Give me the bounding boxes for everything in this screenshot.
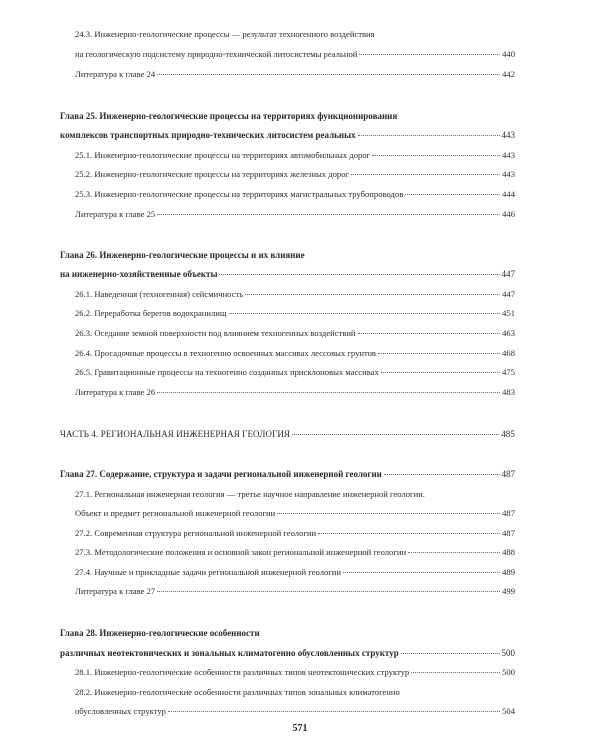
toc-entry-literature-24 bbox=[75, 68, 515, 80]
toc-entry-text: на инженерно-хозяйственные объекты bbox=[60, 269, 218, 279]
toc-entry-27-3 bbox=[75, 546, 515, 558]
toc-entry-text: 27.2. Современная структура региональной инженерной геологии bbox=[75, 528, 317, 538]
toc-entry-text: 26.4. Просадочные процессы в техногенно освоенных массивах лессовых грунтов bbox=[75, 348, 376, 358]
leader-dots bbox=[157, 590, 500, 592]
leader-dots bbox=[358, 134, 500, 136]
toc-page-number: 475 bbox=[502, 367, 515, 377]
toc-entry-text: 25.1. Инженерно-геологические процессы на территориях автомобильных дорог bbox=[75, 150, 371, 160]
toc-entry-24-3 bbox=[75, 28, 515, 40]
toc-entry-25-2 bbox=[75, 168, 515, 180]
leader-dots bbox=[157, 73, 500, 75]
toc-entry-27-1 bbox=[75, 488, 515, 500]
toc-entry-text: 28.2. Инженерно-геологические особенности различных типов зональных климатогенно bbox=[75, 687, 400, 697]
toc-entry-27-1-cont bbox=[75, 507, 515, 519]
toc-page-number: 447 bbox=[502, 289, 515, 299]
toc-entry-text: 24.3. Инженерно-геологические процессы — результат техногенного воздействия bbox=[75, 29, 375, 39]
leader-dots bbox=[401, 652, 500, 654]
toc-entry-literature-27 bbox=[75, 585, 515, 597]
toc-entry-28-1 bbox=[75, 666, 515, 678]
toc-entry-24-3-cont bbox=[75, 48, 515, 60]
leader-dots bbox=[157, 391, 500, 393]
leader-dots bbox=[245, 293, 500, 295]
toc-page-number: 443 bbox=[502, 150, 515, 160]
toc-entry-text: Глава 25. Инженерно-геологические процессы на территориях функционирования bbox=[60, 111, 398, 121]
toc-entry-text: Объект и предмет региональной инженерной геологии bbox=[75, 508, 276, 518]
toc-page-number: 500 bbox=[502, 667, 515, 677]
toc-entry-25-3 bbox=[75, 188, 515, 200]
toc-page-number: 504 bbox=[502, 706, 515, 716]
toc-entry-text: Литература к главе 27 bbox=[75, 586, 156, 596]
leader-dots bbox=[157, 213, 500, 215]
leader-dots bbox=[168, 710, 500, 712]
toc-entry-text: 25.2. Инженерно-геологические процессы на территориях железных дорог bbox=[75, 169, 350, 179]
toc-page-number: 447 bbox=[501, 269, 515, 279]
toc-page-number: 440 bbox=[502, 49, 515, 59]
leader-dots bbox=[343, 571, 500, 573]
leader-dots bbox=[384, 473, 500, 475]
toc-page-number: 483 bbox=[502, 387, 515, 397]
toc-entry-literature-25 bbox=[75, 208, 515, 220]
toc-entry-text: 27.1. Региональная инженерная геология — третье научное направление инженерной геологии. bbox=[75, 489, 425, 499]
toc-page-number: 487 bbox=[501, 469, 515, 479]
leader-dots bbox=[405, 193, 500, 195]
toc-entry-text: 26.1. Наведенная (техногенная) сейсмичность bbox=[75, 289, 244, 299]
toc-entry-26-2 bbox=[75, 307, 515, 319]
toc-entry-text: 26.2. Переработка берегов водохранилищ bbox=[75, 308, 227, 318]
toc-page-number: 442 bbox=[502, 69, 515, 79]
toc-entry-text: 27.4. Научные и прикладные задачи региональной инженерной геологии bbox=[75, 567, 342, 577]
toc-entry-28-2-cont bbox=[75, 705, 515, 717]
toc-entry-text: 26.3. Оседание земной поверхности под влиянием техногенных воздействий bbox=[75, 328, 356, 338]
toc-entry-text: различных неотектонических и зональных климатогенно обусловленных структур bbox=[60, 648, 399, 658]
toc-entry-27-2 bbox=[75, 527, 515, 539]
toc-entry-25-1 bbox=[75, 149, 515, 161]
leader-dots bbox=[378, 352, 500, 354]
toc-entry-text: 28.1. Инженерно-геологические особенности различных типов неотектонических структур bbox=[75, 667, 410, 677]
leader-dots bbox=[411, 671, 500, 673]
toc-entry-text: 27.3. Методологические положения и основной закон региональной инженерной геологии bbox=[75, 547, 407, 557]
leader-dots bbox=[277, 512, 500, 514]
leader-dots bbox=[381, 371, 500, 373]
toc-entry-text: 25.3. Инженерно-геологические процессы на территориях магистральных трубопроводов bbox=[75, 189, 404, 199]
toc-chapter-26-heading bbox=[60, 249, 515, 261]
toc-entry-text: комплексов транспортных природно-технических литосистем реальных bbox=[60, 130, 356, 140]
toc-chapter-25-heading-cont bbox=[60, 129, 515, 141]
toc-entry-text: Литература к главе 25 bbox=[75, 209, 156, 219]
toc-entry-26-5 bbox=[75, 366, 515, 378]
toc-entry-26-3 bbox=[75, 327, 515, 339]
toc-chapter-25-heading bbox=[60, 110, 515, 122]
toc-page-number: 485 bbox=[501, 429, 515, 439]
toc-entry-text: на геологическую подсистему природно-технической литосистемы реальной bbox=[75, 49, 358, 59]
toc-page-number: 468 bbox=[502, 348, 515, 358]
leader-dots bbox=[359, 53, 500, 55]
toc-chapter-28-heading bbox=[60, 627, 515, 639]
toc-entry-26-4 bbox=[75, 347, 515, 359]
toc-page-number: 499 bbox=[502, 586, 515, 596]
toc-page-number: 443 bbox=[502, 169, 515, 179]
toc-entry-literature-26 bbox=[75, 386, 515, 398]
leader-dots bbox=[292, 433, 499, 435]
toc-page-number: 444 bbox=[502, 189, 515, 199]
toc-entry-text: Глава 26. Инженерно-геологические процессы и их влияние bbox=[60, 250, 305, 260]
toc-page-number: 500 bbox=[501, 648, 515, 658]
toc-entry-text: Литература к главе 26 bbox=[75, 387, 156, 397]
leader-dots bbox=[408, 551, 500, 553]
leader-dots bbox=[219, 273, 499, 275]
toc-entry-text: Глава 27. Содержание, структура и задачи региональной инженерной геологии bbox=[60, 469, 382, 479]
toc-chapter-28-heading-cont bbox=[60, 647, 515, 659]
leader-dots bbox=[351, 173, 500, 175]
toc-chapter-27-heading bbox=[60, 468, 515, 480]
toc-page-number: 487 bbox=[502, 528, 515, 538]
toc-page-number: 446 bbox=[502, 209, 515, 219]
toc-page-number: 489 bbox=[502, 567, 515, 577]
toc-entry-text: обусловленных структур bbox=[75, 706, 166, 716]
toc-part-4-heading bbox=[60, 428, 515, 440]
toc-entry-text: ЧАСТЬ 4. РЕГИОНАЛЬНАЯ ИНЖЕНЕРНАЯ ГЕОЛОГИЯ bbox=[60, 429, 291, 439]
leader-dots bbox=[229, 312, 501, 314]
leader-dots bbox=[358, 332, 501, 334]
toc-chapter-26-heading-cont bbox=[60, 268, 515, 280]
toc-page-number: 487 bbox=[502, 508, 515, 518]
toc-page-number: 488 bbox=[502, 547, 515, 557]
toc-entry-26-1 bbox=[75, 288, 515, 300]
toc-page-number: 463 bbox=[502, 328, 515, 338]
toc-entry-text: Литература к главе 24 bbox=[75, 69, 156, 79]
leader-dots bbox=[372, 154, 500, 156]
toc-entry-text: 26.5. Гравитационные процессы на техногенно созданных присклоновых массивах bbox=[75, 367, 379, 377]
toc-entry-27-4 bbox=[75, 566, 515, 578]
toc-page-number: 451 bbox=[502, 308, 515, 318]
toc-page-number: 443 bbox=[501, 130, 515, 140]
leader-dots bbox=[318, 532, 500, 534]
toc-entry-28-2 bbox=[75, 686, 515, 698]
page-number: 571 bbox=[292, 723, 308, 734]
toc-entry-text: Глава 28. Инженерно-геологические особенности bbox=[60, 628, 260, 638]
